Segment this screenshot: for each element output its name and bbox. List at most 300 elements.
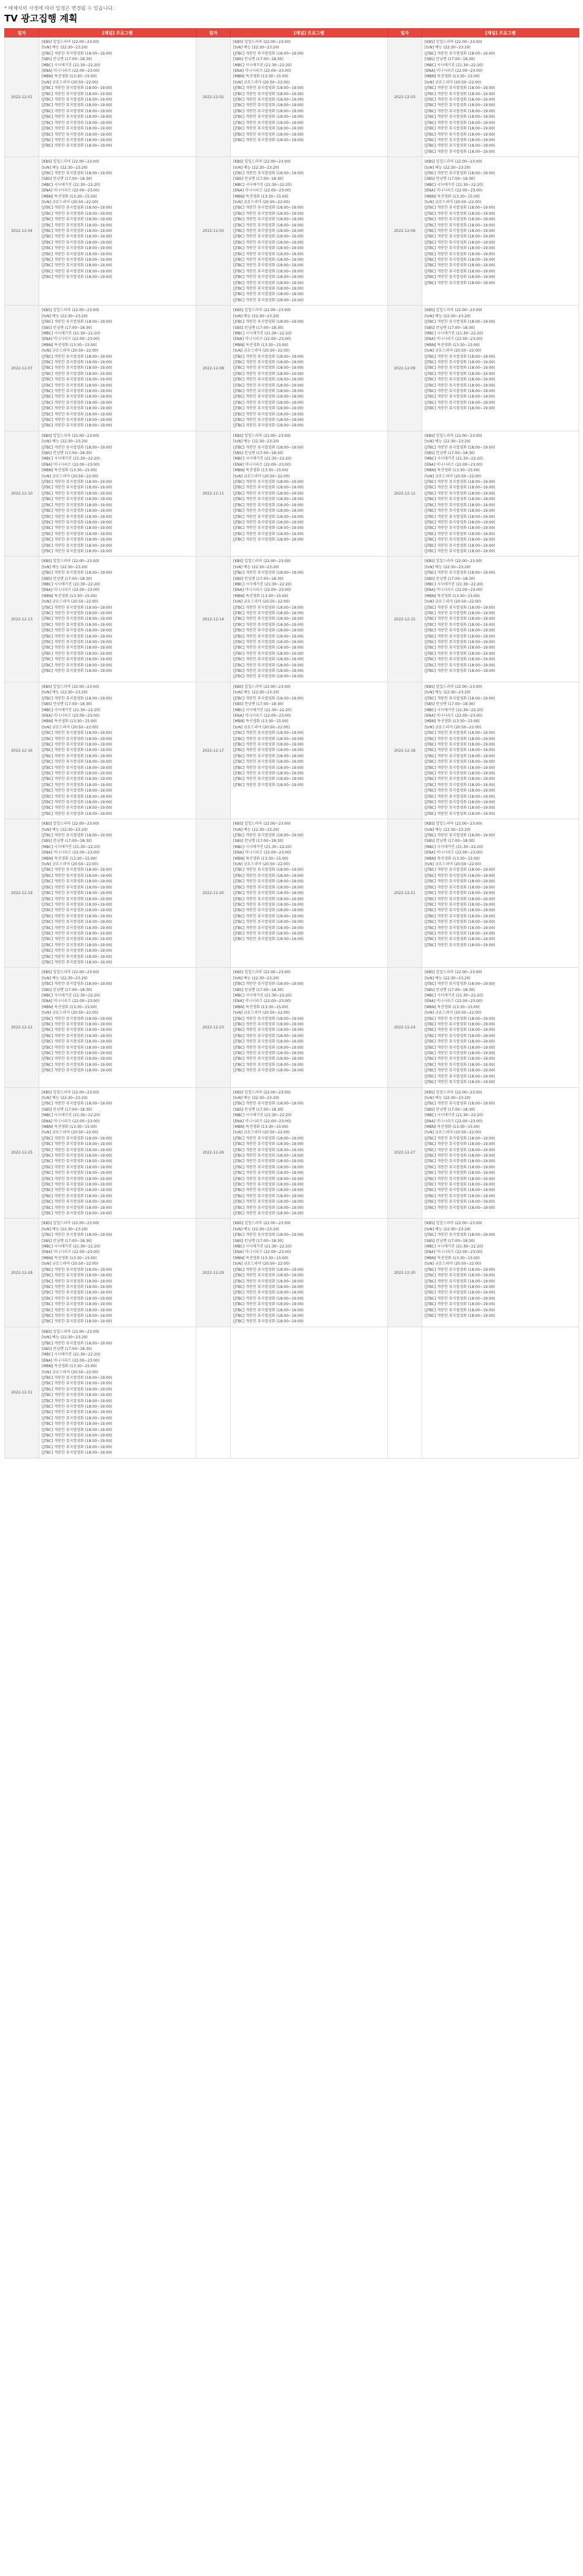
program-item: [SBS] 런닝맨 (17:00~18:30) bbox=[42, 702, 92, 707]
program-item: [JTBC] 개봉한 뮤지컬영화 (18:00~19:00) bbox=[42, 252, 112, 256]
date-cell: 2022-12-29 bbox=[196, 1219, 231, 1327]
program-item: [JTBC] 개봉한 뮤지컬영화 (18:00~19:00) bbox=[425, 696, 495, 701]
program-item: [JTBC] 개봉한 뮤지컬영화 (18:00~19:00) bbox=[425, 1080, 495, 1085]
date-cell: 2022-12-25 bbox=[5, 1087, 39, 1219]
program-item: [JTBC] 개봉한 뮤지컬영화 (18:00~19:00) bbox=[42, 1376, 112, 1380]
program-item: [tvN] 금요드라마 (20:50~22:00) bbox=[425, 199, 482, 204]
program-list bbox=[231, 557, 388, 682]
program-item: [MBC] 시사매거진 (21:30~22:20) bbox=[42, 1244, 101, 1249]
program-item: [ENA] 미니시리즈 (22:00~23:00) bbox=[42, 462, 100, 467]
program-item: [ENA] 미니시리즈 (22:00~23:00) bbox=[233, 713, 292, 718]
program-item: [JTBC] 개봉한 뮤지컬영화 (18:00~19:00) bbox=[425, 206, 495, 210]
program-item: [KBS] 일일드라마 (22:00~23:00) bbox=[42, 970, 99, 975]
program-item: [tvN] 예능 (22:30~23:20) bbox=[42, 439, 88, 444]
program-item: [MBC] 시사매거진 (21:30~22:20) bbox=[42, 993, 101, 998]
program-item: [JTBC] 개봉한 뮤지컬영화 (18:00~19:00) bbox=[233, 137, 304, 142]
program-item: [JTBC] 개봉한 뮤지컬영화 (18:00~19:00) bbox=[233, 1176, 304, 1181]
program-item: [JTBC] 개봉한 뮤지컬영화 (18:00~19:00) bbox=[233, 1273, 304, 1278]
program-item: [JTBC] 개봉한 뮤지컬영화 (18:00~19:00) bbox=[425, 1051, 495, 1056]
program-item: [JTBC] 개봉한 뮤지컬영화 (18:00~19:00) bbox=[42, 794, 112, 799]
program-item: [MBC] 시사매거진 (21:30~22:20) bbox=[233, 1244, 292, 1249]
program-item: [JTBC] 개봉한 뮤지컬영화 (18:00~19:00) bbox=[233, 771, 304, 776]
program-item: [MBN] 특선영화 (13:30~15:00) bbox=[42, 593, 97, 598]
table-row bbox=[5, 1219, 579, 1327]
program-item: [JTBC] 개봉한 뮤지컬영화 (18:00~19:00) bbox=[425, 646, 495, 650]
program-item: [tvN] 금요드라마 (20:50~22:00) bbox=[42, 349, 99, 353]
program-item: [JTBC] 개봉한 뮤지컬영화 (18:00~19:00) bbox=[42, 246, 112, 251]
program-item: [MBN] 특선영화 (13:30~15:00) bbox=[233, 719, 288, 724]
program-item: [JTBC] 개봉한 뮤지컬영화 (18:00~19:00) bbox=[42, 640, 112, 645]
program-item: [JTBC] 개봉한 뮤지컬영화 (18:00~19:00) bbox=[233, 388, 304, 393]
program-item: [JTBC] 개봉한 뮤지컬영화 (18:00~19:00) bbox=[233, 1142, 304, 1147]
program-item: [MBN] 특선영화 (13:30~15:00) bbox=[42, 1005, 97, 1009]
program-item: [JTBC] 개봉한 뮤지컬영화 (18:00~19:00) bbox=[42, 611, 112, 615]
program-item: [JTBC] 개봉한 뮤지컬영화 (18:00~19:00) bbox=[233, 252, 304, 256]
column-header-date: 일자 bbox=[196, 29, 231, 37]
program-item: [KBS] 일일드라마 (22:00~23:00) bbox=[425, 433, 482, 438]
program-item: [KBS] 일일드라마 (22:00~23:00) bbox=[425, 40, 482, 44]
program-item: [JTBC] 개봉한 뮤지컬영화 (18:00~19:00) bbox=[233, 423, 304, 428]
program-item: [KBS] 일일드라마 (22:00~23:00) bbox=[42, 1221, 99, 1226]
program-item: [JTBC] 개봉한 뮤지컬영화 (18:00~19:00) bbox=[233, 412, 304, 417]
program-item: [JTBC] 개봉한 뮤지컬영화 (18:00~19:00) bbox=[425, 395, 495, 399]
program-item: [KBS] 일일드라마 (22:00~23:00) bbox=[233, 970, 291, 975]
program-item: [JTBC] 개봉한 뮤지컬영화 (18:00~19:00) bbox=[42, 663, 112, 668]
program-item: [KBS] 일일드라마 (22:00~23:00) bbox=[233, 308, 291, 313]
program-item: [JTBC] 개봉한 뮤지컬영화 (18:00~19:00) bbox=[42, 86, 112, 91]
date-cell: 2022-12-17 bbox=[196, 682, 231, 819]
date-cell: 2022-12-05 bbox=[196, 157, 231, 306]
program-item: [JTBC] 개봉한 뮤지컬영화 (18:00~19:00) bbox=[233, 657, 304, 662]
program-item: [SBS] 런닝맨 (17:00~18:30) bbox=[425, 57, 475, 62]
program-item: [JTBC] 개봉한 뮤지컬영화 (18:00~19:00) bbox=[233, 520, 304, 525]
program-item: [ENA] 미니시리즈 (22:00~23:00) bbox=[42, 337, 100, 342]
program-item: [JTBC] 개봉한 뮤지컬영화 (18:00~19:00) bbox=[42, 531, 112, 536]
date-cell: 2022-12-27 bbox=[388, 1087, 422, 1219]
program-list bbox=[231, 819, 388, 968]
program-item: [KBS] 일일드라마 (22:00~23:00) bbox=[233, 1221, 291, 1226]
program-item: [JTBC] 개봉한 뮤지컬영화 (18:00~19:00) bbox=[425, 1194, 495, 1198]
program-item: [JTBC] 개봉한 뮤지컬영화 (18:00~19:00) bbox=[425, 360, 495, 364]
program-item: [KBS] 일일드라마 (22:00~23:00) bbox=[42, 308, 99, 313]
program-item: [JTBC] 개봉한 뮤지컬영화 (18:00~19:00) bbox=[425, 982, 495, 987]
program-item: [JTBC] 개봉한 뮤지컬영화 (18:00~19:00) bbox=[42, 1057, 112, 1062]
program-item: [JTBC] 개봉한 뮤지컬영화 (18:00~19:00) bbox=[233, 1302, 304, 1307]
program-item: [JTBC] 개봉한 뮤지컬영화 (18:00~19:00) bbox=[425, 1267, 495, 1272]
program-item: [JTBC] 개봉한 뮤지컬영화 (18:00~19:00) bbox=[42, 423, 112, 428]
date-cell: 2022-12-06 bbox=[388, 157, 422, 306]
program-item: [tvN] 금요드라마 (20:50~22:00) bbox=[233, 474, 290, 479]
program-item: [JTBC] 개봉한 뮤지컬영화 (18:00~19:00) bbox=[42, 206, 112, 210]
program-list bbox=[231, 1219, 388, 1327]
program-item: [JTBC] 개봉한 뮤지컬영화 (18:00~19:00) bbox=[425, 811, 495, 816]
program-item: [JTBC] 개봉한 뮤지컬영화 (18:00~19:00) bbox=[425, 611, 495, 615]
program-item: [JTBC] 개봉한 뮤지컬영화 (18:00~19:00) bbox=[42, 628, 112, 633]
program-item: [JTBC] 개봉한 뮤지컬영화 (18:00~19:00) bbox=[42, 395, 112, 399]
column-header-program: [채널] 프로그램 bbox=[39, 29, 196, 37]
program-item: [JTBC] 개봉한 뮤지컬영화 (18:00~19:00) bbox=[42, 646, 112, 650]
date-cell: 2022-12-19 bbox=[5, 819, 39, 968]
program-item: [MBC] 시사매거진 (21:30~22:20) bbox=[42, 63, 101, 67]
program-item: [MBN] 특선영화 (13:30~15:00) bbox=[425, 1005, 480, 1009]
column-header-date: 일자 bbox=[388, 29, 422, 37]
program-item: [tvN] 예능 (22:30~23:20) bbox=[233, 1227, 279, 1232]
program-item: [JTBC] 개봉한 뮤지컬영화 (18:00~19:00) bbox=[425, 1039, 495, 1044]
program-item: [JTBC] 개봉한 뮤지컬영화 (18:00~19:00) bbox=[425, 748, 495, 753]
program-item: [JTBC] 개봉한 뮤지컬영화 (18:00~19:00) bbox=[42, 1341, 112, 1346]
program-item: [JTBC] 개봉한 뮤지컬영화 (18:00~19:00) bbox=[42, 1194, 112, 1198]
program-item: [JTBC] 개봉한 뮤지컬영화 (18:00~19:00) bbox=[425, 103, 495, 108]
program-item: [JTBC] 개봉한 뮤지컬영화 (18:00~19:00) bbox=[425, 1205, 495, 1210]
program-item: [MBC] 시사매거진 (21:30~22:20) bbox=[233, 708, 292, 712]
empty-cell bbox=[388, 1327, 422, 1458]
program-item: [JTBC] 개봉한 뮤지컬영화 (18:00~19:00) bbox=[42, 103, 112, 108]
program-item: [JTBC] 개봉한 뮤지컬영화 (18:00~19:00) bbox=[42, 217, 112, 222]
program-item: [ENA] 미니시리즈 (22:00~23:00) bbox=[233, 1119, 292, 1124]
program-item: [JTBC] 개봉한 뮤지컬영화 (18:00~19:00) bbox=[42, 571, 112, 576]
program-item: [JTBC] 개봉한 뮤지컬영화 (18:00~19:00) bbox=[42, 1051, 112, 1056]
program-item: [SBS] 런닝맨 (17:00~18:30) bbox=[233, 576, 284, 581]
program-item: [JTBC] 개봉한 뮤지컬영화 (18:00~19:00) bbox=[233, 406, 304, 411]
program-list bbox=[231, 157, 388, 306]
program-list bbox=[39, 819, 196, 968]
program-item: [JTBC] 개봉한 뮤지컬영화 (18:00~19:00) bbox=[42, 1101, 112, 1106]
program-item: [JTBC] 개봉한 뮤지컬영화 (18:00~19:00) bbox=[233, 292, 304, 297]
program-item: [JTBC] 개봉한 뮤지컬영화 (18:00~19:00) bbox=[42, 931, 112, 936]
program-item: [JTBC] 개봉한 뮤지컬영화 (18:00~19:00) bbox=[425, 1308, 495, 1313]
program-item: [JTBC] 개봉한 뮤지컬영화 (18:00~19:00) bbox=[42, 418, 112, 422]
program-item: [JTBC] 개봉한 뮤지컬영화 (18:00~19:00) bbox=[42, 651, 112, 656]
program-item: [JTBC] 개봉한 뮤지컬영화 (18:00~19:00) bbox=[42, 1153, 112, 1158]
program-item: [KBS] 일일드라마 (22:00~23:00) bbox=[42, 433, 99, 438]
program-item: [JTBC] 개봉한 뮤지컬영화 (18:00~19:00) bbox=[233, 217, 304, 222]
date-cell: 2022-12-15 bbox=[388, 557, 422, 682]
program-item: [MBN] 특선영화 (13:30~15:00) bbox=[42, 1255, 97, 1260]
program-item: [JTBC] 개봉한 뮤지컬영화 (18:00~19:00) bbox=[425, 1284, 495, 1289]
program-item: [ENA] 미니시리즈 (22:00~23:00) bbox=[425, 69, 483, 74]
program-item: [JTBC] 개봉한 뮤지컬영화 (18:00~19:00) bbox=[425, 388, 495, 393]
program-item: [JTBC] 개봉한 뮤지컬영화 (18:00~19:00) bbox=[425, 800, 495, 804]
program-item: [JTBC] 개봉한 뮤지컬영화 (18:00~19:00) bbox=[425, 943, 495, 947]
program-item: [JTBC] 개봉한 뮤지컬영화 (18:00~19:00) bbox=[425, 223, 495, 228]
program-item: [tvN] 예능 (22:30~23:20) bbox=[42, 976, 88, 981]
program-item: [JTBC] 개봉한 뮤지컬영화 (18:00~19:00) bbox=[425, 132, 495, 137]
program-item: [JTBC] 개봉한 뮤지컬영화 (18:00~19:00) bbox=[425, 1028, 495, 1033]
program-item: [ENA] 미니시리즈 (22:00~23:00) bbox=[42, 850, 100, 855]
program-item: [tvN] 금요드라마 (20:50~22:00) bbox=[233, 1262, 290, 1267]
program-item: [JTBC] 개봉한 뮤지컬영화 (18:00~19:00) bbox=[42, 491, 112, 496]
program-item: [JTBC] 개봉한 뮤지컬영화 (18:00~19:00) bbox=[42, 1273, 112, 1278]
date-cell: 2022-12-09 bbox=[388, 306, 422, 431]
date-cell: 2022-12-03 bbox=[388, 37, 422, 157]
program-item: [JTBC] 개봉한 뮤지컬영화 (18:00~19:00) bbox=[42, 811, 112, 816]
program-item: [JTBC] 개봉한 뮤지컬영화 (18:00~19:00) bbox=[233, 902, 304, 907]
program-item: [JTBC] 개봉한 뮤지컬영화 (18:00~19:00) bbox=[42, 1398, 112, 1403]
program-item: [tvN] 금요드라마 (20:50~22:00) bbox=[233, 80, 290, 85]
program-item: [JTBC] 개봉한 뮤지컬영화 (18:00~19:00) bbox=[425, 51, 495, 56]
program-item: [tvN] 금요드라마 (20:50~22:00) bbox=[42, 862, 99, 867]
program-item: [JTBC] 개봉한 뮤지컬영화 (18:00~19:00) bbox=[42, 258, 112, 263]
program-item: [JTBC] 개봉한 뮤지컬영화 (18:00~19:00) bbox=[233, 509, 304, 514]
program-item: [JTBC] 개봉한 뮤지컬영화 (18:00~19:00) bbox=[425, 1147, 495, 1152]
program-item: [JTBC] 개봉한 뮤지컬영화 (18:00~19:00) bbox=[42, 777, 112, 782]
program-item: [JTBC] 개봉한 뮤지컬영화 (18:00~19:00) bbox=[425, 406, 495, 411]
program-item: [tvN] 예능 (22:30~23:20) bbox=[425, 827, 471, 832]
program-item: [tvN] 예능 (22:30~23:20) bbox=[42, 314, 88, 318]
program-item: [MBN] 특선영화 (13:30~15:00) bbox=[233, 1005, 288, 1009]
program-item: [JTBC] 개봉한 뮤지컬영화 (18:00~19:00) bbox=[42, 1136, 112, 1141]
program-item: [JTBC] 개봉한 뮤지컬영화 (18:00~19:00) bbox=[42, 748, 112, 753]
program-item: [MBC] 시사매거진 (21:30~22:20) bbox=[233, 457, 292, 461]
program-item: [MBN] 특선영화 (13:30~15:00) bbox=[425, 719, 480, 724]
program-item: [SBS] 런닝맨 (17:00~18:30) bbox=[233, 1238, 284, 1243]
program-item: [JTBC] 개봉한 뮤지컬영화 (18:00~19:00) bbox=[233, 298, 304, 303]
program-item: [tvN] 예능 (22:30~23:20) bbox=[425, 1227, 471, 1232]
program-item: [ENA] 미니시리즈 (22:00~23:00) bbox=[42, 999, 100, 1004]
program-item: [SBS] 런닝맨 (17:00~18:30) bbox=[42, 325, 92, 330]
program-item: [tvN] 예능 (22:30~23:20) bbox=[42, 1335, 88, 1340]
program-list bbox=[39, 1219, 196, 1327]
program-item: [KBS] 일일드라마 (22:00~23:00) bbox=[42, 822, 99, 827]
program-item: [JTBC] 개봉한 뮤지컬영화 (18:00~19:00) bbox=[233, 1039, 304, 1044]
program-item: [JTBC] 개봉한 뮤지컬영화 (18:00~19:00) bbox=[233, 663, 304, 668]
program-item: [MBN] 특선영화 (13:30~15:00) bbox=[42, 719, 97, 724]
program-item: [JTBC] 개봉한 뮤지컬영화 (18:00~19:00) bbox=[42, 1433, 112, 1438]
page-title: TV 광고집행 계획 bbox=[4, 13, 78, 24]
program-item: [tvN] 예능 (22:30~23:20) bbox=[233, 827, 279, 832]
program-item: [JTBC] 개봉한 뮤지컬영화 (18:00~19:00) bbox=[42, 269, 112, 274]
program-item: [JTBC] 개봉한 뮤지컬영화 (18:00~19:00) bbox=[233, 1033, 304, 1038]
program-item: [JTBC] 개봉한 뮤지컬영화 (18:00~19:00) bbox=[233, 132, 304, 137]
program-item: [JTBC] 개봉한 뮤지컬영화 (18:00~19:00) bbox=[425, 126, 495, 131]
program-item: [JTBC] 개봉한 뮤지컬영화 (18:00~19:00) bbox=[233, 914, 304, 919]
program-item: [JTBC] 개봉한 뮤지컬영화 (18:00~19:00) bbox=[42, 509, 112, 514]
program-item: [tvN] 예능 (22:30~23:20) bbox=[233, 565, 279, 569]
program-item: [tvN] 금요드라마 (20:50~22:00) bbox=[233, 1011, 290, 1016]
program-item: [SBS] 런닝맨 (17:00~18:30) bbox=[233, 451, 284, 456]
program-item: [JTBC] 개봉한 뮤지컬영화 (18:00~19:00) bbox=[42, 949, 112, 954]
table-row bbox=[5, 431, 579, 557]
program-list bbox=[39, 431, 196, 557]
program-item: [JTBC] 개봉한 뮤지컬영화 (18:00~19:00) bbox=[233, 503, 304, 507]
program-item: [JTBC] 개봉한 뮤지컬영화 (18:00~19:00) bbox=[425, 1273, 495, 1278]
program-item: [tvN] 금요드라마 (20:50~22:00) bbox=[42, 199, 99, 204]
program-item: [tvN] 예능 (22:30~23:20) bbox=[42, 827, 88, 832]
program-item: [JTBC] 개봉한 뮤지컬영화 (18:00~19:00) bbox=[425, 806, 495, 811]
program-item: [tvN] 예능 (22:30~23:20) bbox=[233, 690, 279, 695]
program-item: [SBS] 런닝맨 (17:00~18:30) bbox=[425, 325, 475, 330]
program-item: [JTBC] 개봉한 뮤지컬영화 (18:00~19:00) bbox=[42, 1211, 112, 1216]
program-item: [JTBC] 개봉한 뮤지컬영화 (18:00~19:00) bbox=[42, 943, 112, 947]
program-item: [JTBC] 개봉한 뮤지컬영화 (18:00~19:00) bbox=[233, 611, 304, 615]
program-item: [JTBC] 개봉한 뮤지컬영화 (18:00~19:00) bbox=[42, 806, 112, 811]
program-list bbox=[422, 37, 579, 157]
program-item: [SBS] 런닝맨 (17:00~18:30) bbox=[42, 451, 92, 456]
program-item: [JTBC] 개봉한 뮤지컬영화 (18:00~19:00) bbox=[425, 782, 495, 787]
program-item: [ENA] 미니시리즈 (22:00~23:00) bbox=[425, 462, 483, 467]
program-item: [JTBC] 개봉한 뮤지컬영화 (18:00~19:00) bbox=[42, 144, 112, 148]
date-cell: 2022-12-08 bbox=[196, 306, 231, 431]
program-item: [JTBC] 개봉한 뮤지컬영화 (18:00~19:00) bbox=[42, 902, 112, 907]
program-item: [JTBC] 개봉한 뮤지컬영화 (18:00~19:00) bbox=[42, 634, 112, 639]
program-item: [JTBC] 개봉한 뮤지컬영화 (18:00~19:00) bbox=[233, 651, 304, 656]
program-item: [JTBC] 개봉한 뮤지컬영화 (18:00~19:00) bbox=[233, 366, 304, 371]
program-item: [tvN] 예능 (22:30~23:20) bbox=[425, 976, 471, 981]
program-item: [JTBC] 개봉한 뮤지컬영화 (18:00~19:00) bbox=[233, 263, 304, 268]
program-list bbox=[39, 968, 196, 1087]
program-item: [JTBC] 개봉한 뮤지컬영화 (18:00~19:00) bbox=[42, 383, 112, 388]
program-item: [MBN] 특선영화 (13:30~15:00) bbox=[233, 856, 288, 861]
program-item: [JTBC] 개봉한 뮤지컬영화 (18:00~19:00) bbox=[425, 211, 495, 216]
program-item: [JTBC] 개봉한 뮤지컬영화 (18:00~19:00) bbox=[233, 1211, 304, 1216]
program-item: [tvN] 예능 (22:30~23:20) bbox=[425, 165, 471, 170]
program-item: [JTBC] 개봉한 뮤지컬영화 (18:00~19:00) bbox=[233, 571, 304, 576]
program-item: [JTBC] 개봉한 뮤지컬영화 (18:00~19:00) bbox=[42, 1416, 112, 1421]
program-item: [JTBC] 개봉한 뮤지컬영화 (18:00~19:00) bbox=[233, 1028, 304, 1033]
program-item: [JTBC] 개봉한 뮤지컬영화 (18:00~19:00) bbox=[425, 1142, 495, 1147]
program-item: [JTBC] 개봉한 뮤지컬영화 (18:00~19:00) bbox=[42, 782, 112, 787]
program-item: [tvN] 금요드라마 (20:50~22:00) bbox=[42, 80, 99, 85]
program-item: [JTBC] 개봉한 뮤지컬영화 (18:00~19:00) bbox=[425, 1022, 495, 1027]
date-cell: 2022-12-12 bbox=[388, 431, 422, 557]
program-item: [JTBC] 개봉한 뮤지컬영화 (18:00~19:00) bbox=[233, 98, 304, 102]
program-item: [JTBC] 개봉한 뮤지컬영화 (18:00~19:00) bbox=[233, 731, 304, 736]
date-cell: 2022-12-21 bbox=[388, 819, 422, 968]
program-item: [JTBC] 개봉한 뮤지컬영화 (18:00~19:00) bbox=[425, 1171, 495, 1176]
program-item: [JTBC] 개봉한 뮤지컬영화 (18:00~19:00) bbox=[233, 234, 304, 239]
program-item: [tvN] 금요드라마 (20:50~22:00) bbox=[42, 725, 99, 730]
program-item: [JTBC] 개봉한 뮤지컬영화 (18:00~19:00) bbox=[425, 1279, 495, 1284]
program-item: [JTBC] 개봉한 뮤지컬영화 (18:00~19:00) bbox=[42, 1267, 112, 1272]
program-item: [JTBC] 개봉한 뮤지컬영화 (18:00~19:00) bbox=[233, 320, 304, 325]
program-item: [JTBC] 개봉한 뮤지컬영화 (18:00~19:00) bbox=[233, 377, 304, 382]
program-item: [JTBC] 개봉한 뮤지컬영화 (18:00~19:00) bbox=[425, 509, 495, 514]
program-item: [JTBC] 개봉한 뮤지컬영화 (18:00~19:00) bbox=[233, 1182, 304, 1187]
program-item: [tvN] 금요드라마 (20:50~22:00) bbox=[233, 1130, 290, 1135]
program-item: [MBN] 특선영화 (13:30~15:00) bbox=[425, 593, 480, 598]
date-cell: 2022-12-11 bbox=[196, 431, 231, 557]
program-list bbox=[39, 682, 196, 819]
program-item: [JTBC] 개봉한 뮤지컬영화 (18:00~19:00) bbox=[42, 1039, 112, 1044]
program-item: [JTBC] 개봉한 뮤지컬영화 (18:00~19:00) bbox=[42, 503, 112, 507]
program-item: [JTBC] 개봉한 뮤지컬영화 (18:00~19:00) bbox=[425, 833, 495, 838]
program-item: [JTBC] 개봉한 뮤지컬영화 (18:00~19:00) bbox=[233, 765, 304, 770]
program-item: [MBN] 특선영화 (13:30~15:00) bbox=[42, 856, 97, 861]
program-item: [JTBC] 개봉한 뮤지컬영화 (18:00~19:00) bbox=[233, 246, 304, 251]
program-item: [ENA] 미니시리즈 (22:00~23:00) bbox=[42, 69, 100, 74]
program-item: [JTBC] 개봉한 뮤지컬영화 (18:00~19:00) bbox=[42, 1188, 112, 1193]
program-item: [JTBC] 개봉한 뮤지컬영화 (18:00~19:00) bbox=[42, 371, 112, 376]
program-item: [JTBC] 개봉한 뮤지컬영화 (18:00~19:00) bbox=[425, 366, 495, 371]
program-item: [JTBC] 개봉한 뮤지컬영화 (18:00~19:00) bbox=[233, 920, 304, 925]
program-item: [MBN] 특선영화 (13:30~15:00) bbox=[425, 342, 480, 347]
program-item: [tvN] 금요드라마 (20:50~22:00) bbox=[233, 600, 290, 604]
program-item: [JTBC] 개봉한 뮤지컬영화 (18:00~19:00) bbox=[42, 873, 112, 878]
program-item: [KBS] 일일드라마 (22:00~23:00) bbox=[42, 1329, 99, 1334]
program-item: [MBN] 특선영화 (13:30~15:00) bbox=[42, 342, 97, 347]
program-item: [JTBC] 개봉한 뮤지컬영화 (18:00~19:00) bbox=[425, 246, 495, 251]
program-item: [JTBC] 개봉한 뮤지컬영화 (18:00~19:00) bbox=[42, 800, 112, 804]
table-row bbox=[5, 1087, 579, 1219]
program-item: [JTBC] 개봉한 뮤지컬영화 (18:00~19:00) bbox=[42, 445, 112, 450]
program-item: [SBS] 런닝맨 (17:00~18:30) bbox=[42, 987, 92, 992]
program-item: [JTBC] 개봉한 뮤지컬영화 (18:00~19:00) bbox=[425, 736, 495, 741]
program-item: [tvN] 금요드라마 (20:50~22:00) bbox=[42, 474, 99, 479]
table-row bbox=[5, 1327, 579, 1458]
program-item: [JTBC] 개봉한 뮤지컬영화 (18:00~19:00) bbox=[425, 1290, 495, 1295]
program-item: [JTBC] 개봉한 뮤지컬영화 (18:00~19:00) bbox=[42, 937, 112, 942]
program-item: [JTBC] 개봉한 뮤지컬영화 (18:00~19:00) bbox=[42, 982, 112, 987]
program-item: [JTBC] 개봉한 뮤지컬영화 (18:00~19:00) bbox=[42, 360, 112, 364]
program-item: [JTBC] 개봉한 뮤지컬영화 (18:00~19:00) bbox=[233, 885, 304, 890]
program-item: [JTBC] 개봉한 뮤지컬영화 (18:00~19:00) bbox=[425, 400, 495, 405]
program-item: [JTBC] 개봉한 뮤지컬영화 (18:00~19:00) bbox=[425, 1182, 495, 1187]
program-item: [JTBC] 개봉한 뮤지컬영화 (18:00~19:00) bbox=[42, 412, 112, 417]
program-item: [JTBC] 개봉한 뮤지컬영화 (18:00~19:00) bbox=[233, 1267, 304, 1272]
program-item: [JTBC] 개봉한 뮤지컬영화 (18:00~19:00) bbox=[42, 514, 112, 519]
program-item: [JTBC] 개봉한 뮤지컬영화 (18:00~19:00) bbox=[233, 1308, 304, 1313]
program-item: [JTBC] 개봉한 뮤지컬영화 (18:00~19:00) bbox=[233, 925, 304, 930]
program-item: [ENA] 미니시리즈 (22:00~23:00) bbox=[42, 188, 100, 193]
program-item: [JTBC] 개봉한 뮤지컬영화 (18:00~19:00) bbox=[233, 171, 304, 175]
program-item: [JTBC] 개봉한 뮤지컬영화 (18:00~19:00) bbox=[42, 669, 112, 674]
program-item: [ENA] 미니시리즈 (22:00~23:00) bbox=[233, 69, 292, 74]
program-item: [JTBC] 개봉한 뮤지컬영화 (18:00~19:00) bbox=[42, 1279, 112, 1284]
program-item: [JTBC] 개봉한 뮤지컬영화 (18:00~19:00) bbox=[233, 91, 304, 96]
program-item: [JTBC] 개봉한 뮤지컬영화 (18:00~19:00) bbox=[233, 258, 304, 263]
program-item: [ENA] 미니시리즈 (22:00~23:00) bbox=[425, 588, 483, 593]
program-item: [JTBC] 개봉한 뮤지컬영화 (18:00~19:00) bbox=[233, 634, 304, 639]
program-item: [JTBC] 개봉한 뮤지컬영화 (18:00~19:00) bbox=[425, 789, 495, 793]
program-item: [ENA] 미니시리즈 (22:00~23:00) bbox=[425, 188, 483, 193]
program-item: [JTBC] 개봉한 뮤지컬영화 (18:00~19:00) bbox=[42, 234, 112, 239]
program-item: [JTBC] 개봉한 뮤지컬영화 (18:00~19:00) bbox=[425, 383, 495, 388]
program-item: [JTBC] 개봉한 뮤지컬영화 (18:00~19:00) bbox=[233, 782, 304, 787]
program-item: [JTBC] 개봉한 뮤지컬영화 (18:00~19:00) bbox=[233, 383, 304, 388]
program-item: [JTBC] 개봉한 뮤지컬영화 (18:00~19:00) bbox=[233, 491, 304, 496]
program-item: [MBN] 특선영화 (13:30~15:00) bbox=[233, 342, 288, 347]
schedule-body bbox=[5, 37, 579, 1459]
program-item: [JTBC] 개봉한 뮤지컬영화 (18:00~19:00) bbox=[42, 354, 112, 359]
date-cell: 2022-12-13 bbox=[5, 557, 39, 682]
program-item: [SBS] 런닝맨 (17:00~18:30) bbox=[42, 1238, 92, 1243]
program-item: [ENA] 미니시리즈 (22:00~23:00) bbox=[425, 337, 483, 342]
program-item: [MBN] 특선영화 (13:30~15:00) bbox=[425, 856, 480, 861]
program-item: [ENA] 미니시리즈 (22:00~23:00) bbox=[233, 462, 292, 467]
program-item: [JTBC] 개봉한 뮤지컬영화 (18:00~19:00) bbox=[42, 526, 112, 531]
date-cell: 2022-12-23 bbox=[196, 968, 231, 1087]
date-cell: 2022-12-01 bbox=[5, 37, 39, 157]
program-item: [JTBC] 개봉한 뮤지컬영화 (18:00~19:00) bbox=[42, 1022, 112, 1027]
program-item: [JTBC] 개봉한 뮤지컬영화 (18:00~19:00) bbox=[42, 211, 112, 216]
program-item: [JTBC] 개봉한 뮤지컬영화 (18:00~19:00) bbox=[42, 765, 112, 770]
program-item: [JTBC] 개봉한 뮤지컬영화 (18:00~19:00) bbox=[425, 91, 495, 96]
program-item: [KBS] 일일드라마 (22:00~23:00) bbox=[233, 40, 291, 44]
program-item: [JTBC] 개봉한 뮤지컬영화 (18:00~19:00) bbox=[425, 1153, 495, 1158]
program-item: [JTBC] 개봉한 뮤지컬영화 (18:00~19:00) bbox=[425, 1101, 495, 1106]
program-item: [JTBC] 개봉한 뮤지컬영화 (18:00~19:00) bbox=[233, 1233, 304, 1238]
program-item: [JTBC] 개봉한 뮤지컬영화 (18:00~19:00) bbox=[42, 1405, 112, 1409]
program-item: [tvN] 예능 (22:30~23:20) bbox=[233, 1095, 279, 1100]
program-item: [JTBC] 개봉한 뮤지컬영화 (18:00~19:00) bbox=[425, 98, 495, 102]
program-item: [JTBC] 개봉한 뮤지컬영화 (18:00~19:00) bbox=[425, 760, 495, 765]
program-item: [tvN] 예능 (22:30~23:20) bbox=[233, 45, 279, 50]
program-item: [JTBC] 개봉한 뮤지컬영화 (18:00~19:00) bbox=[233, 937, 304, 942]
program-item: [JTBC] 개봉한 뮤지컬영화 (18:00~19:00) bbox=[233, 736, 304, 741]
program-item: [tvN] 예능 (22:30~23:20) bbox=[425, 45, 471, 50]
program-item: [JTBC] 개봉한 뮤지컬영화 (18:00~19:00) bbox=[233, 120, 304, 125]
program-item: [JTBC] 개봉한 뮤지컬영화 (18:00~19:00) bbox=[425, 1045, 495, 1050]
